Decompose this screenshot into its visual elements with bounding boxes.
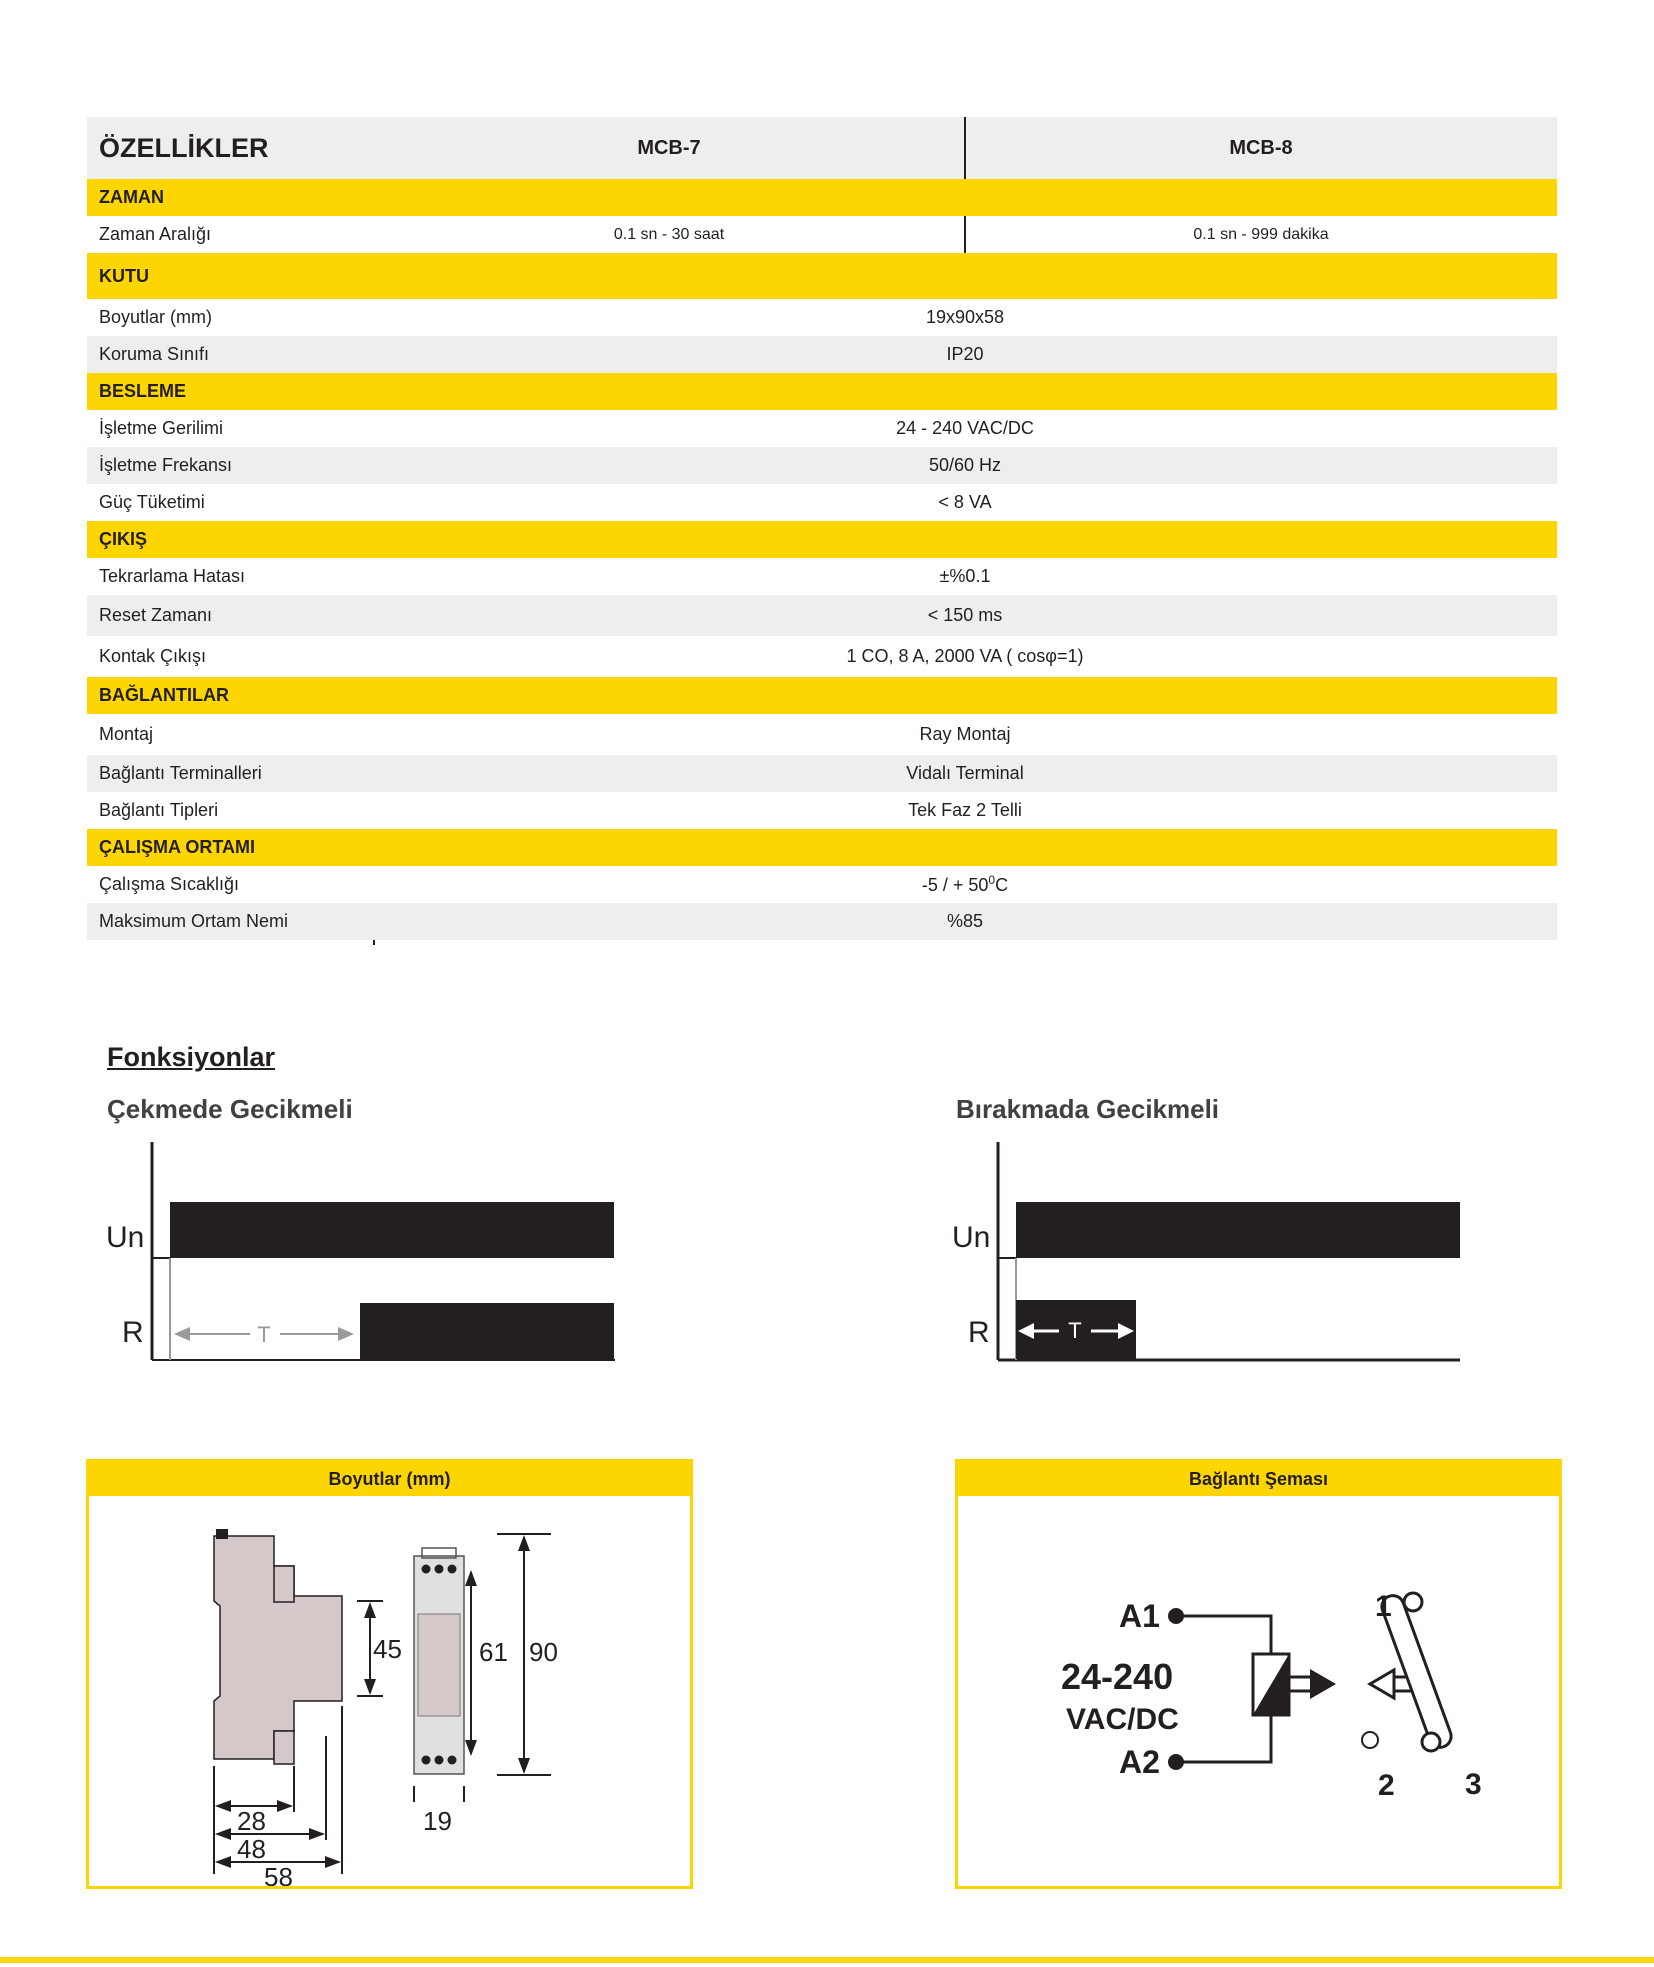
dim-61: 61 [479,1637,508,1667]
section-title: ZAMAN [99,187,164,207]
table-row [87,866,1557,903]
terminal-screw-icon [448,1756,457,1765]
a2-label: A2 [1119,1744,1160,1780]
bottom-accent-line [0,1957,1654,1963]
un-signal-bar [1016,1202,1460,1258]
dimensions-drawing [89,1496,690,1886]
row-value: 1 CO, 8 A, 2000 VA ( cosφ=1) [846,646,1084,666]
arrow-icon [518,1758,530,1774]
table-row [87,755,1557,792]
contact-3-icon [1422,1733,1440,1751]
row-value: 50/60 Hz [928,455,1002,475]
header-mcb7: MCB-7 [637,136,701,159]
row-label: Çalışma Sıcaklığı [99,874,240,894]
row-label: Boyutlar (mm) [99,307,213,327]
row-label: İşletme Frekansı [99,455,233,475]
row-value-mcb7: 0.1 sn - 30 saat [613,225,725,243]
table-row [87,558,1557,595]
table-row [87,484,1557,521]
r-signal-bar [360,1303,614,1359]
contact-1-icon [1404,1593,1422,1611]
row-value: %85 [946,911,984,931]
terminal-3-label: 3 [1465,1768,1482,1801]
arrow-icon [277,1800,293,1812]
row-value: ±%0.1 [939,566,991,586]
terminal-screw-icon [448,1565,457,1574]
temp-unit: C [995,875,1009,895]
arrow-icon [364,1679,376,1695]
row-value: Vidalı Terminal [906,763,1024,783]
row-value: 24 - 240 VAC/DC [896,418,1034,438]
spec-table [87,117,1557,940]
row-label: Maksimum Ortam Nemi [99,911,289,931]
row-label: Bağlantı Terminalleri [99,763,262,783]
box-title: Bağlantı Şeması [958,1462,1559,1496]
row-value: < 150 ms [927,605,1003,625]
arrow-icon [518,1535,530,1551]
a1-label: A1 [1119,1598,1160,1634]
arrow-left-icon [1370,1670,1394,1698]
section-title: BESLEME [99,381,187,401]
section-besleme [87,373,1557,410]
section-calisma [87,829,1557,866]
right-function-title: Bırakmada Gecikmeli [956,1094,1220,1124]
table-row [87,636,1557,677]
arrow-icon [364,1602,376,1618]
r-label: R [122,1316,144,1349]
row-label: Kontak Çıkışı [99,646,207,666]
row-label: Bağlantı Tipleri [99,800,219,820]
row-label: Koruma Sınıfı [99,344,210,364]
terminal-2-label: 2 [1378,1769,1395,1802]
un-signal-bar [170,1202,614,1258]
section-title: BAĞLANTILAR [99,685,229,705]
table-row [87,336,1557,373]
terminal-screw-icon [435,1756,444,1765]
wiring-diagram [958,1496,1559,1886]
mcb-divider [964,117,966,179]
wiring-box [955,1459,1562,1889]
table-row [87,299,1557,336]
box-title: Boyutlar (mm) [89,1462,690,1496]
row-value: IP20 [946,344,984,364]
terminal-screw-icon [422,1756,431,1765]
terminal-screw-icon [435,1565,444,1574]
wire [1176,1616,1271,1654]
section-baglantilar [87,677,1557,714]
un-label: Un [952,1221,991,1254]
dim-58: 58 [264,1862,293,1886]
dim-28: 28 [237,1806,266,1836]
row-value: < 8 VA [938,492,992,512]
top-tab [274,1566,294,1602]
terminal-screw-icon [422,1565,431,1574]
arrow-icon [309,1828,325,1840]
row-value: Ray Montaj [919,724,1011,744]
left-function-title: Çekmede Gecikmeli [107,1094,353,1124]
voltage-label: 24-240 [1061,1656,1174,1697]
row-value: 19x90x58 [925,307,1005,327]
dim-19: 19 [423,1806,452,1836]
table-row [87,595,1557,636]
table-header [87,117,1557,179]
section-kutu [87,253,1557,299]
bottom-tab [274,1731,294,1764]
right-timing-diagram [946,1130,1486,1370]
r-label: R [968,1316,990,1349]
arrow-icon [465,1740,477,1756]
contact-2-icon [1362,1732,1378,1748]
row-value [373,873,1557,896]
arrow-icon [325,1856,341,1868]
section-cikis [87,521,1557,558]
arrow-right-icon [1310,1669,1336,1699]
arrow-icon [215,1856,231,1868]
section-title: KUTU [99,265,149,286]
arrow-icon [215,1800,231,1812]
left-timing-diagram [100,1130,640,1370]
arrow-icon [465,1570,477,1586]
table-row [87,903,1557,940]
voltage-type-label: VAC/DC [1066,1703,1179,1736]
t-label: T [257,1322,271,1347]
dim-48: 48 [237,1834,266,1864]
dim-45: 45 [373,1634,402,1664]
section-title: ÇIKIŞ [99,529,148,549]
section-zaman [87,179,1557,216]
temp-main: -5 / + 50 [921,875,989,895]
section-title: ÇALIŞMA ORTAMI [99,837,255,857]
front-label-area [418,1614,460,1716]
un-label: Un [106,1221,145,1254]
row-label: Zaman Aralığı [99,224,212,244]
arrow-icon [215,1828,231,1840]
table-row [87,714,1557,755]
terminal-1-label: 1 [1375,1590,1392,1623]
row-label: Montaj [99,724,154,744]
row-label: Tekrarlama Hatası [99,566,246,586]
mcb-divider [964,216,966,253]
row-value-mcb8: 0.1 sn - 999 dakika [1193,225,1329,243]
clip-icon [216,1529,228,1539]
temp-degree: 0 [988,873,996,887]
dimensions-box [86,1459,693,1889]
t-arrow-left [174,1327,190,1341]
row-label: İşletme Gerilimi [99,418,224,438]
dim-90: 90 [529,1637,558,1667]
table-row [87,447,1557,484]
table-row [87,792,1557,829]
row-value: Tek Faz 2 Telli [908,800,1022,820]
t-arrow-right [338,1327,354,1341]
wire [1176,1715,1271,1762]
t-label: T [1068,1318,1082,1343]
table-row [87,216,1557,253]
header-mcb8: MCB-8 [1229,136,1293,159]
row-label: Reset Zamanı [99,605,213,625]
header-label: ÖZELLİKLER [99,132,269,163]
functions-title: Fonksiyonlar [107,1042,276,1072]
row-label: Güç Tüketimi [99,492,205,512]
table-row [87,410,1557,447]
